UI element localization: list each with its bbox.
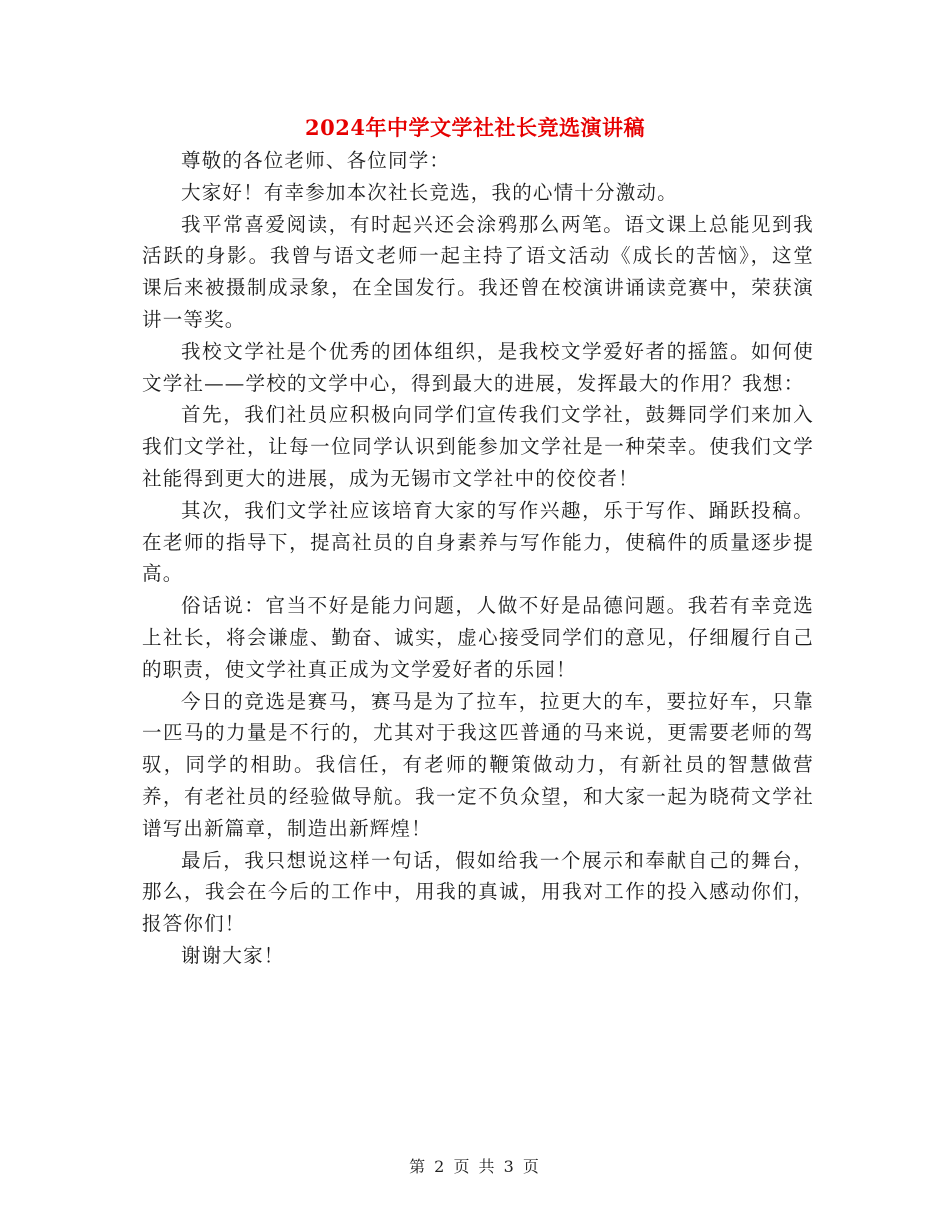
paragraph-greeting: 大家好！有幸参加本次社长竞选，我的心情十分激动。: [181, 180, 678, 204]
paragraph-first: 首先，我们社员应积极向同学们宣传我们文学社，鼓舞同学们来加入我们文学社，让每一位同学认识到能参加文学社是一种荣幸。使我们文学社能得到更大的进展，成为无锡市文学社中的佼佼者！: [142, 403, 814, 490]
document-body: [142, 145, 814, 972]
paragraph-thanks: 谢谢大家！: [181, 943, 285, 967]
paragraph-proverb: 俗话说：官当不好是能力问题，人做不好是品德问题。我若有幸竞选上社长，将会谦虚、勤奋、诚实，虚心接受同学们的意见，仔细履行自己的职责，使文学社真正成为文学爱好者的乐园！: [142, 594, 814, 681]
document-title: 2024年中学文学社社长竞选演讲稿: [305, 115, 645, 140]
paragraph-horse-race: 今日的竞选是赛马，赛马是为了拉车，拉更大的车，要拉好车，只靠一匹马的力量是不行的，尤其对于我这匹普通的马来说，更需要老师的驾驭，同学的相助。我信任，有老师的鞭策做动力，有新社员的智慧做营养，有老社员的经验做导航。我一定不负众望，和大家一起为晓荷文学社谱写出新篇章，制造出新辉煌！: [142, 689, 814, 840]
paragraph-self-intro: 我平常喜爱阅读，有时起兴还会涂鸦那么两笔。语文课上总能见到我活跃的身影。我曾与语文老师一起主持了语文活动《成长的苦恼》，这堂课后来被摄制成录象，在全国发行。我还曾在校演讲诵读竞赛中，荣获演讲一等奖。: [142, 212, 814, 331]
paragraph-salutation: 尊敬的各位老师、各位同学：: [181, 149, 451, 172]
paragraph-second: 其次，我们文学社应该培育大家的写作兴趣，乐于写作、踊跃投稿。在老师的指导下，提高社员的自身素养与写作能力，使稿件的质量逐步提高。: [142, 498, 814, 586]
page-number-footer: 第 2 页 共 3 页: [409, 1157, 541, 1176]
paragraph-final: 最后，我只想说这样一句话，假如给我一个展示和奉献自己的舞台，那么，我会在今后的工作中，用我的真诚，用我对工作的投入感动你们，报答你们！: [142, 848, 814, 936]
paragraph-question: 我校文学社是个优秀的团体组织，是我校文学爱好者的摇篮。如何使文学社——学校的文学中心，得到最大的进展，发挥最大的作用？我想：: [142, 339, 814, 395]
